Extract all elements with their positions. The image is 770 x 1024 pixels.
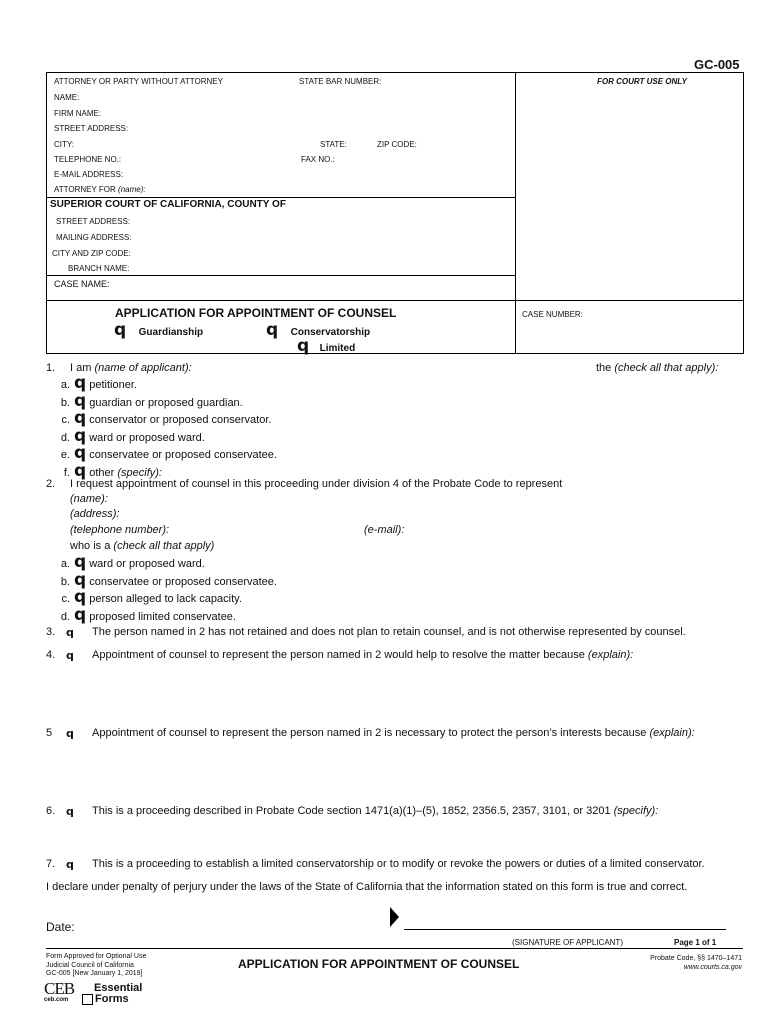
option-letter: a. — [60, 379, 70, 391]
item-5-checkbox-icon[interactable]: q — [66, 727, 74, 740]
limited-option[interactable] — [297, 338, 355, 356]
email-label: E-MAIL ADDRESS: — [54, 170, 124, 179]
court-title: SUPERIOR COURT OF CALIFORNIA, COUNTY OF — [50, 199, 286, 210]
item-2-number: 2. — [46, 478, 56, 490]
option-label: other — [89, 466, 115, 479]
option-letter: b. — [60, 575, 70, 588]
option-letter: d. — [60, 431, 70, 444]
ceb-logo — [44, 981, 74, 1003]
firm-label: FIRM NAME: — [54, 109, 102, 118]
option-label: ward or proposed ward. — [89, 431, 205, 444]
zip-label: ZIP CODE: — [377, 140, 417, 149]
page-label: Page 1 of 1 — [674, 938, 717, 947]
court-street-label: STREET ADDRESS: — [56, 217, 131, 226]
item-7-text: This is a proceeding to establish a limited conservatorship or to modify or revoke the powers or duties of a limited conservator. — [92, 858, 705, 870]
phone-label: TELEPHONE NO.: — [54, 155, 122, 164]
item-5-text — [92, 727, 695, 739]
signature-label: (SIGNATURE OF APPLICANT) — [512, 938, 623, 947]
essential-forms-logo — [82, 983, 142, 1005]
checkbox-icon[interactable]: q — [74, 425, 87, 446]
item-6-checkbox-icon[interactable]: q — [66, 805, 74, 818]
option-letter: c. — [61, 414, 70, 427]
option-label: guardian or proposed guardian. — [89, 396, 243, 409]
option-letter: e. — [60, 449, 70, 462]
option-label: petitioner. — [89, 379, 137, 391]
footer-divider — [46, 948, 743, 949]
forms-logo-text: Forms — [95, 993, 129, 1005]
state-bar-label: STATE BAR NUMBER: — [299, 77, 382, 86]
item-1-number: 1. — [46, 362, 56, 374]
checkbox-icon[interactable]: q — [74, 443, 87, 464]
city-zip-label: CITY AND ZIP CODE: — [52, 249, 131, 258]
arrow-icon — [390, 907, 399, 927]
option-letter: a. — [60, 558, 70, 570]
branch-label: BRANCH NAME: — [68, 264, 130, 273]
item-6-text — [92, 805, 658, 817]
option-hint: (specify): — [117, 466, 162, 479]
option-row[interactable] — [46, 604, 277, 626]
item-1-right-hint: (check all that apply): — [614, 362, 719, 374]
item-1-intro: I am — [70, 362, 92, 374]
item-6-body: This is a proceeding described in Probate Code section 1471(a)(1)–(5), 1852, 2356.5, 2357, 3101, or 3201 — [92, 805, 611, 817]
attorney-label: ATTORNEY OR PARTY WITHOUT ATTORNEY — [54, 77, 223, 86]
footer-left-line: Form Approved for Optional Use — [46, 953, 147, 960]
option-label: ward or proposed ward. — [89, 558, 205, 570]
item-1-right — [596, 362, 718, 374]
item-5-number: 5 — [46, 727, 53, 739]
item-4-checkbox-icon[interactable]: q — [66, 649, 74, 662]
case-number-label: CASE NUMBER: — [522, 310, 583, 319]
option-letter: b. — [60, 396, 70, 409]
signature-line[interactable] — [404, 929, 726, 930]
item-4-number: 4. — [46, 649, 56, 661]
checkbox-icon[interactable]: q — [266, 320, 279, 340]
item-3-checkbox-icon[interactable]: q — [66, 626, 74, 639]
checkbox-icon[interactable]: q — [74, 587, 87, 608]
option-letter: f. — [63, 466, 70, 479]
item-6-hint: (specify): — [613, 805, 659, 817]
item-3-text: The person named in 2 has not retained and does not plan to retain counsel, and is not otherwise represented by counsel. — [92, 626, 686, 638]
footer-title: APPLICATION FOR APPOINTMENT OF COUNSEL — [238, 957, 520, 971]
fax-label: FAX NO.: — [301, 155, 335, 164]
item-2-options — [46, 552, 277, 625]
item-2-text: I request appointment of counsel in this proceeding under division 4 of the Probate Code to represent — [70, 478, 563, 490]
item-2-address-hint: (address): — [70, 508, 120, 520]
item-4-text — [92, 649, 633, 661]
case-name-label: CASE NAME: — [54, 279, 110, 289]
item-7-checkbox-icon[interactable]: q — [66, 858, 74, 871]
checkbox-icon[interactable]: q — [74, 373, 87, 393]
item-1-options — [46, 373, 277, 482]
item-5-body: Appointment of counsel to represent the person named in 2 is necessary to protect the person’s interests because — [92, 727, 647, 739]
option-letter: c. — [61, 593, 70, 606]
limited-label: Limited — [319, 343, 356, 354]
item-2-who-text: who is a — [70, 540, 111, 552]
conservatorship-label: Conservatorship — [290, 327, 371, 338]
item-7-number: 7. — [46, 858, 56, 870]
option-label: conservatee or proposed conservatee. — [89, 575, 277, 588]
city-label: CITY: — [54, 140, 75, 149]
guardianship-option[interactable] — [114, 322, 203, 340]
checkbox-icon[interactable]: q — [297, 336, 310, 356]
state-label: STATE: — [320, 140, 347, 149]
street-label: STREET ADDRESS: — [54, 124, 129, 133]
footer-left-line: GC-005 [New January 1, 2019] — [46, 970, 143, 977]
checkbox-icon[interactable]: q — [74, 390, 87, 411]
checkbox-icon[interactable]: q — [74, 408, 87, 429]
option-label: conservatee or proposed conservatee. — [89, 449, 277, 462]
option-label: conservator or proposed conservator. — [89, 414, 272, 427]
item-5-hint: (explain): — [649, 727, 695, 739]
checkbox-icon[interactable]: q — [74, 552, 87, 572]
essential-logo-text: Essential — [94, 982, 143, 994]
guardianship-label: Guardianship — [138, 327, 204, 338]
attorney-for-text: ATTORNEY FOR — [54, 185, 116, 194]
item-2-who — [70, 540, 214, 552]
declaration-text: I declare under penalty of perjury under the laws of the State of California that the information stated on this form is true and correct. — [46, 881, 688, 893]
checkbox-icon[interactable]: q — [74, 569, 87, 590]
option-label: person alleged to lack capacity. — [89, 593, 242, 606]
footer-left-line: Judicial Council of California — [46, 961, 134, 969]
item-3-number: 3. — [46, 626, 56, 638]
footer-right — [600, 954, 742, 972]
attorney-for-label — [54, 185, 146, 194]
footer-right-line: Probate Code, §§ 1470–1471 — [650, 955, 742, 962]
ceb-logo-site: ceb.com — [44, 997, 69, 1003]
mailing-label: MAILING ADDRESS: — [56, 233, 132, 242]
item-1-right-text: the — [596, 362, 612, 374]
checkbox-icon[interactable]: q — [114, 320, 127, 340]
item-2-phone-hint: (telephone number): — [70, 524, 170, 536]
item-2-name-hint: (name): — [70, 493, 108, 505]
date-label: Date: — [46, 920, 75, 934]
option-label: proposed limited conservatee. — [89, 610, 236, 623]
attorney-for-hint: (name): — [118, 185, 146, 194]
form-number: GC-005 — [694, 57, 740, 72]
item-1-text — [70, 362, 192, 374]
checkbox-icon[interactable]: q — [74, 460, 87, 481]
footer-left — [46, 953, 146, 979]
court-use-label: FOR COURT USE ONLY — [597, 77, 687, 86]
item-6-number: 6. — [46, 805, 56, 817]
item-1-hint: (name of applicant): — [94, 362, 192, 374]
name-label: NAME: — [54, 93, 80, 102]
ceb-logo-mark: CEB — [44, 979, 75, 998]
form-title: APPLICATION FOR APPOINTMENT OF COUNSEL — [115, 306, 397, 320]
item-2-who-hint: (check all that apply) — [113, 540, 215, 552]
item-2-email-hint: (e-mail): — [364, 524, 405, 536]
footer-website-link[interactable]: www.courts.ca.gov — [683, 964, 742, 971]
checkbox-icon[interactable]: q — [74, 604, 87, 625]
item-4-hint: (explain): — [587, 649, 634, 661]
forms-box-icon — [82, 994, 93, 1005]
option-letter: d. — [60, 610, 70, 623]
item-4-body: Appointment of counsel to represent the person named in 2 would help to resolve the matter because — [92, 649, 585, 661]
